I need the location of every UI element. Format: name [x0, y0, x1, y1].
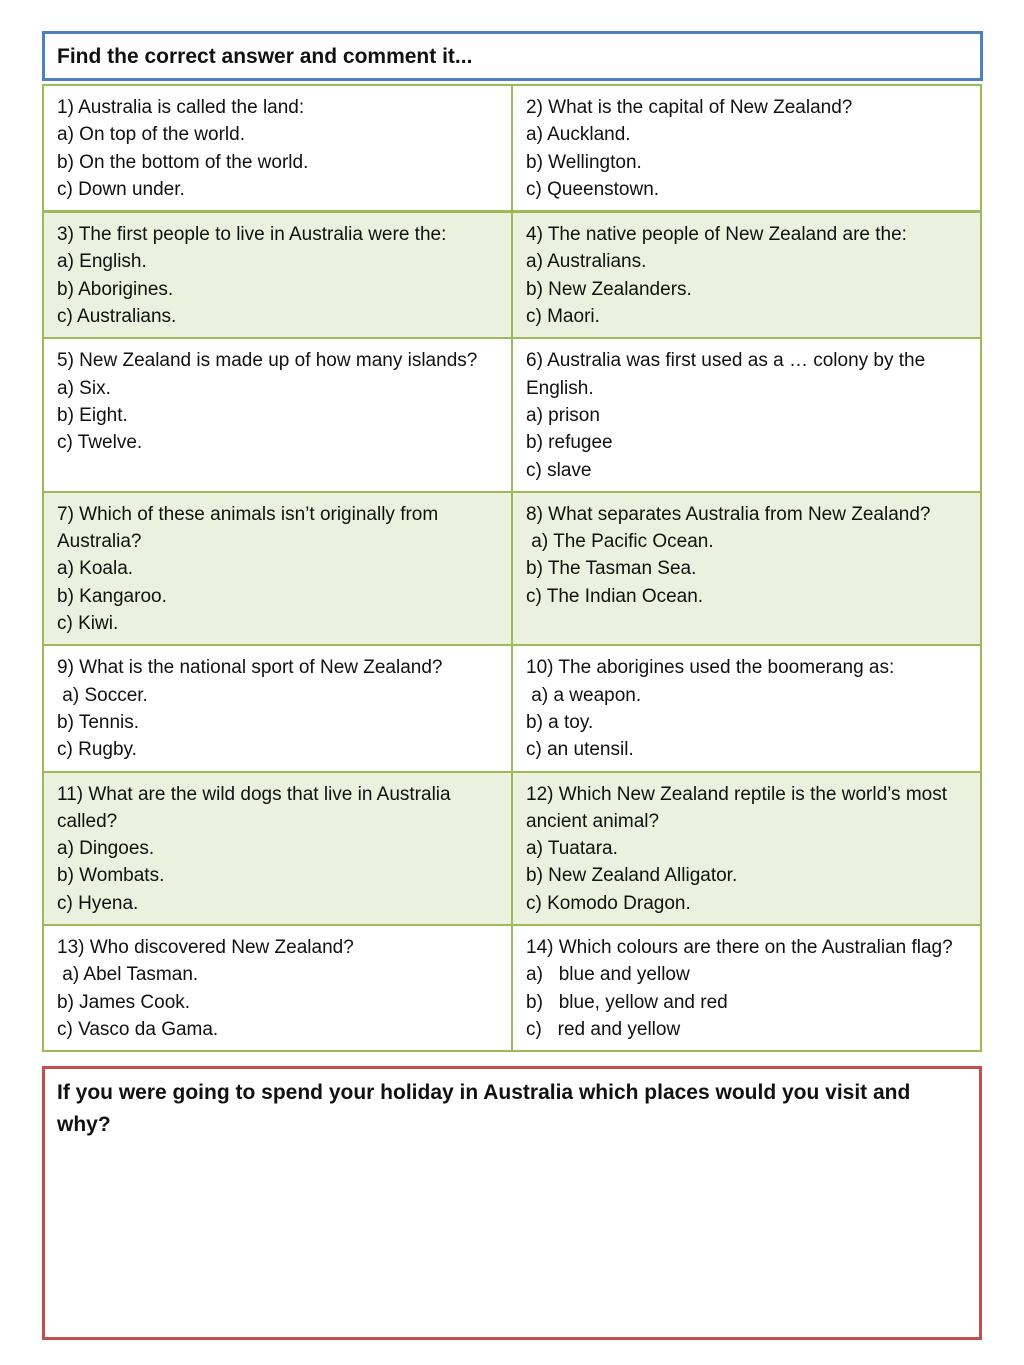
question-cell-8	[512, 492, 981, 645]
question-cell-9	[43, 645, 512, 771]
answer-option: b) Aborigines.	[57, 278, 174, 300]
answer-option: b) Kangaroo.	[57, 585, 167, 607]
question-cell-11	[43, 772, 512, 925]
answer-option: a) Dingoes.	[57, 838, 155, 860]
question-cell-2	[512, 85, 981, 212]
answer-option: c) slave	[526, 459, 592, 481]
answer-option: b) a toy.	[526, 711, 594, 733]
answer-option: a) The Pacific Ocean.	[526, 531, 714, 553]
answer-option: c) red and yellow	[526, 1018, 681, 1040]
instructions-header	[42, 31, 983, 81]
answer-option: b) New Zealanders.	[526, 278, 692, 300]
quiz-table	[42, 84, 982, 1052]
question-cell-13	[43, 925, 512, 1051]
question-text: 4) The native people of New Zealand are the:	[526, 224, 907, 246]
question-cell-3	[43, 212, 512, 339]
answer-option: c) Maori.	[526, 306, 600, 328]
question-text: 6) Australia was first used as a … colony by the English.	[526, 350, 931, 399]
question-cell-12	[512, 772, 981, 925]
quiz-row	[43, 85, 981, 212]
answer-option: c) The Indian Ocean.	[526, 585, 704, 607]
question-cell-4	[512, 212, 981, 339]
answer-option: a) Soccer.	[57, 684, 148, 706]
question-cell-6	[512, 338, 981, 491]
answer-option: b) Tennis.	[57, 711, 140, 733]
question-text: 11) What are the wild dogs that live in Australia called?	[57, 783, 456, 832]
answer-option: a) Australians.	[526, 251, 647, 273]
question-cell-14	[512, 925, 981, 1051]
answer-option: b) Wombats.	[57, 865, 165, 887]
answer-option: c) Twelve.	[57, 432, 143, 454]
answer-option: a) Koala.	[57, 558, 134, 580]
answer-option: c) Australians.	[57, 306, 177, 328]
answer-option: c) Down under.	[57, 178, 185, 200]
essay-prompt: If you were going to spend your holiday in Australia which places would you visit and why?	[57, 1081, 911, 1136]
question-text: 9) What is the national sport of New Zealand?	[57, 657, 443, 679]
answer-option: c) Kiwi.	[57, 613, 119, 635]
answer-option: b) refugee	[526, 432, 613, 454]
question-text: 14) Which colours are there on the Australian flag?	[526, 937, 953, 959]
answer-option: a) On top of the world.	[57, 124, 245, 146]
answer-option: b) Eight.	[57, 404, 128, 426]
answer-option: c) an utensil.	[526, 739, 634, 761]
question-text: 8) What separates Australia from New Zealand?	[526, 503, 931, 525]
question-cell-1	[43, 85, 512, 212]
answer-option: a) Six.	[57, 377, 111, 399]
question-text: 2) What is the capital of New Zealand?	[526, 97, 853, 118]
question-text: 12) Which New Zealand reptile is the world’s most ancient animal?	[526, 783, 953, 832]
question-cell-10	[512, 645, 981, 771]
answer-option: b) On the bottom of the world.	[57, 151, 309, 173]
answer-option: b) The Tasman Sea.	[526, 558, 697, 580]
question-text: 7) Which of these animals isn’t originally from Australia?	[57, 503, 443, 553]
quiz-row	[43, 338, 981, 491]
answer-option: c) Vasco da Gama.	[57, 1018, 219, 1040]
answer-option: a) a weapon.	[526, 684, 642, 706]
question-text: 1) Australia is called the land:	[57, 97, 305, 118]
quiz-row	[43, 645, 981, 771]
answer-option: a) prison	[526, 404, 600, 426]
question-cell-5	[43, 338, 512, 491]
answer-option: c) Rugby.	[57, 739, 137, 761]
instructions-title: Find the correct answer and comment it...	[57, 45, 473, 68]
question-text: 5) New Zealand is made up of how many islands?	[57, 350, 478, 372]
answer-option: a) English.	[57, 251, 147, 273]
quiz-row	[43, 772, 981, 925]
quiz-row	[43, 925, 981, 1051]
essay-answer-box[interactable]	[42, 1066, 982, 1340]
answer-option: c) Queenstown.	[526, 178, 660, 200]
answer-option: a) Auckland.	[526, 124, 631, 146]
quiz-row	[43, 212, 981, 339]
answer-option: b) James Cook.	[57, 991, 191, 1013]
answer-option: c) Komodo Dragon.	[526, 892, 691, 914]
answer-option: a) Tuatara.	[526, 838, 618, 860]
question-cell-7	[43, 492, 512, 645]
question-text: 10) The aborigines used the boomerang as:	[526, 657, 895, 679]
answer-option: a) Abel Tasman.	[57, 964, 199, 986]
answer-option: a) blue and yellow	[526, 964, 690, 986]
question-text: 3) The first people to live in Australia were the:	[57, 224, 447, 246]
answer-option: b) New Zealand Alligator.	[526, 865, 738, 887]
answer-option: b) Wellington.	[526, 151, 642, 173]
answer-option: c) Hyena.	[57, 892, 139, 914]
question-text: 13) Who discovered New Zealand?	[57, 937, 354, 959]
answer-option: b) blue, yellow and red	[526, 991, 728, 1013]
quiz-row	[43, 492, 981, 645]
